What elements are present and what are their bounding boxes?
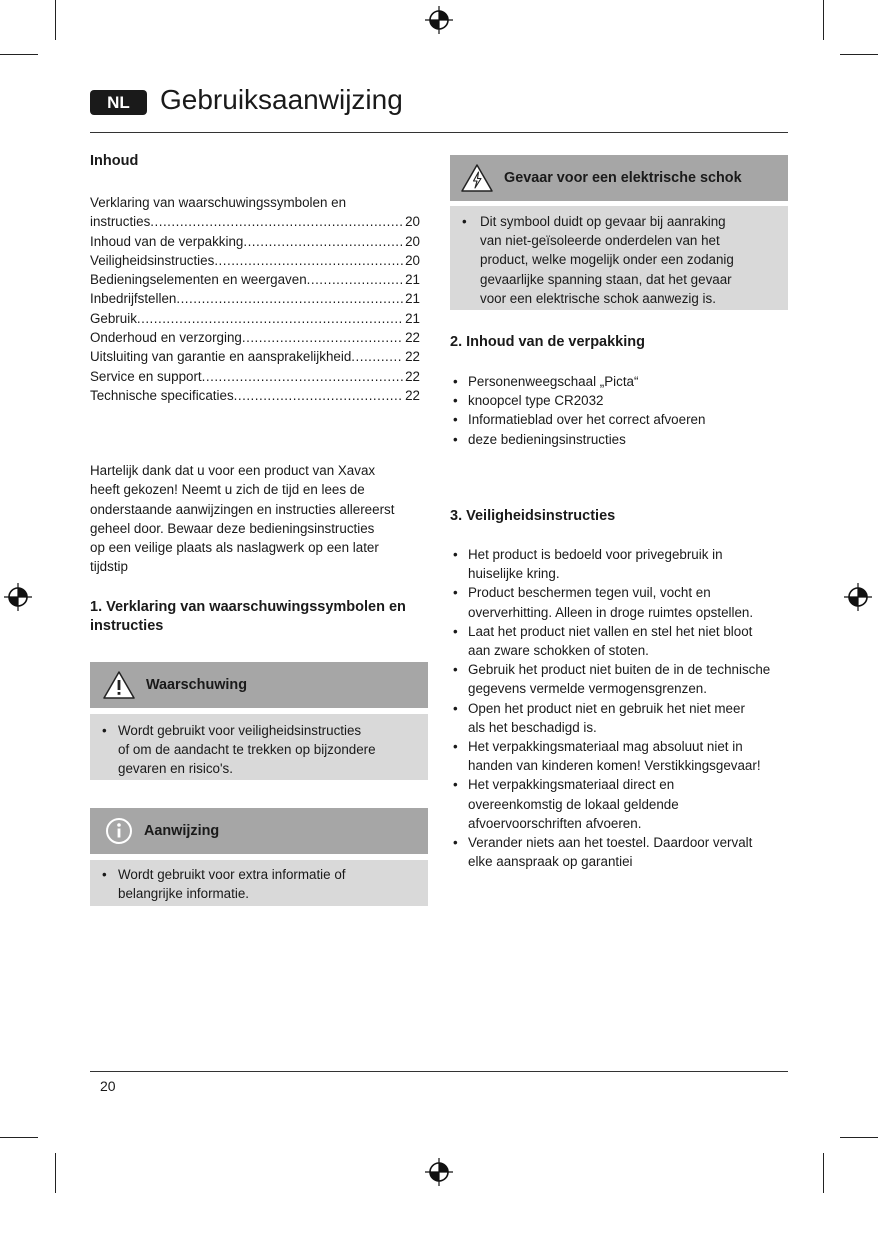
toc-entry-page: 22: [405, 387, 420, 403]
warning-triangle-icon: [102, 670, 136, 700]
toc-leader-dots: [242, 328, 403, 347]
list-item: [450, 737, 795, 775]
list-item: • deze bedieningsinstructies: [450, 430, 788, 449]
toc-entry-page: 20: [405, 214, 420, 230]
shock-label: Gevaar voor een elektrische schok: [504, 170, 742, 186]
intro-line: op een veilige plaats als naslagwerk op een later: [90, 540, 379, 556]
toc-entry-page: 20: [405, 233, 420, 249]
note-box-header: [90, 808, 428, 854]
toc-entry-page: 21: [405, 272, 420, 288]
list-item: • knoopcel type CR2032: [450, 391, 788, 410]
registration-mark-icon: [424, 1157, 454, 1187]
toc-entry-page: 21: [405, 310, 420, 326]
toc-entry-title: Technische specificaties: [90, 387, 234, 403]
crop-mark: [55, 0, 56, 40]
note-box-body: [90, 860, 428, 906]
shock-box-body: [450, 206, 788, 310]
list-item-line: overeenkomstig de lokaal geldende: [468, 796, 679, 812]
toc-leader-dots: [202, 367, 403, 386]
toc-entry-title: Bedieningselementen en weergaven: [90, 272, 307, 288]
warning-line: of om de aandacht te trekken op bijzondere: [118, 742, 376, 758]
warning-line: gevaren en risico's.: [118, 761, 233, 777]
toc-entry-title: Inhoud van de verpakking: [90, 233, 244, 249]
toc-leader-dots: [234, 386, 403, 405]
toc-entry-title: Service en support: [90, 368, 202, 384]
toc-entry: [90, 309, 420, 328]
registration-mark-icon: [424, 5, 454, 35]
list-item-line: aan zware schokken of stoten.: [468, 643, 649, 659]
shock-box-header: [450, 155, 788, 201]
toc-entry: [90, 347, 420, 366]
registration-mark-icon: [843, 582, 873, 612]
list-item: • Personenweegschaal „Picta“: [450, 372, 788, 391]
table-of-contents: [90, 193, 420, 405]
list-item-line: oververhitting. Alleen in droge ruimtes opstellen.: [468, 604, 754, 620]
toc-leader-dots: [214, 251, 403, 270]
warning-box-body: [90, 714, 428, 780]
toc-entry: [90, 289, 420, 308]
page-title: Gebruiksaanwijzing: [160, 84, 403, 115]
crop-mark: [840, 54, 878, 55]
toc-leader-dots: [176, 289, 403, 308]
footer-divider: [90, 1071, 788, 1072]
note-label: Aanwijzing: [144, 823, 220, 839]
list-item-line: • Laat het product niet vallen en stel het niet bloot: [468, 623, 753, 639]
toc-entry-title: Uitsluiting van garantie en aansprakelijkheid: [90, 349, 352, 365]
list-item-line: afvoervoorschriften afvoeren.: [468, 815, 642, 831]
electric-shock-icon: [460, 163, 494, 193]
toc-entry: [90, 251, 420, 270]
toc-entry-title: Veiligheidsinstructies: [90, 252, 215, 268]
toc-entry-page: 22: [405, 368, 420, 384]
list-item-line: huiselijke kring.: [468, 566, 560, 582]
toc-entry-title: Onderhoud en verzorging: [90, 330, 242, 346]
shock-description: [450, 212, 788, 308]
section1-heading-line: instructies: [90, 618, 164, 634]
toc-entry: [90, 232, 420, 251]
list-item-line: • Product beschermen tegen vuil, vocht en: [468, 585, 711, 601]
warning-description: [90, 721, 428, 779]
toc-leader-dots: [351, 347, 403, 366]
intro-line: heeft gekozen! Neemt u zich de tijd en lees de: [90, 482, 365, 498]
crop-mark: [823, 1153, 824, 1193]
list-item: [450, 583, 795, 621]
shock-line: voor een elektrische schok aanwezig is.: [480, 290, 716, 306]
intro-line: Hartelijk dank dat u voor een product van Xavax: [90, 463, 376, 478]
note-description: [90, 865, 428, 903]
list-item: [450, 622, 795, 660]
toc-leader-dots: [243, 232, 403, 251]
warning-label: Waarschuwing: [146, 677, 248, 693]
list-item-line: • Verander niets aan het toestel. Daardoor vervalt: [468, 835, 753, 851]
list-item: [450, 833, 795, 871]
section3-heading: 3. Veiligheidsinstructies: [450, 508, 616, 524]
toc-entry: [90, 386, 420, 405]
toc-entry-page: 21: [405, 291, 420, 307]
shock-line: van niet-geïsoleerde onderdelen van het: [480, 233, 720, 249]
list-item-line: als het beschadigd is.: [468, 719, 597, 735]
crop-mark: [55, 1153, 56, 1193]
warning-box-header: [90, 662, 428, 708]
shock-line: gevaarlijke spanning staan, dat het gevaar: [480, 271, 732, 287]
list-item-line: • Open het product niet en gebruik het niet meer: [468, 700, 745, 716]
toc-entry-title: instructies: [90, 214, 151, 230]
list-item-line: • Het verpakkingsmateriaal mag absoluut niet in: [468, 739, 743, 755]
toc-leader-dots: [150, 212, 403, 231]
list-item-line: • Gebruik het product niet buiten de in de technische: [468, 662, 771, 678]
toc-leader-dots: [137, 309, 403, 328]
toc-entry-page: 22: [405, 349, 420, 365]
section1-heading: [90, 598, 430, 636]
registration-mark-icon: [3, 582, 33, 612]
toc-entry-title: Gebruik: [90, 310, 137, 326]
list-item: [450, 775, 795, 833]
header-divider: [90, 132, 788, 133]
intro-line: tijdstip: [90, 559, 128, 575]
safety-instructions-list: [450, 545, 795, 871]
language-badge: NL: [90, 90, 147, 115]
list-item-line: • Het verpakkingsmateriaal direct en: [468, 777, 675, 793]
list-item: [450, 699, 795, 737]
toc-entry-page: 22: [405, 330, 420, 346]
page-number: 20: [100, 1078, 116, 1094]
toc-entry: [90, 212, 420, 231]
package-contents-list: [450, 372, 788, 449]
section2-heading: 2. Inhoud van de verpakking: [450, 334, 645, 350]
toc-entry: [90, 367, 420, 386]
toc-entry-page: 20: [405, 252, 420, 268]
warning-line: • Wordt gebruikt voor veiligheidsinstructies: [118, 723, 362, 738]
list-item-line: gegevens vermelde vermogensgrenzen.: [468, 681, 707, 697]
list-item: [450, 660, 795, 698]
intro-paragraph: [90, 461, 430, 577]
list-item-line: elke aanspraak op garantiei: [468, 854, 633, 870]
crop-mark: [0, 54, 38, 55]
toc-intro-line: Verklaring van waarschuwingssymbolen en: [90, 195, 347, 210]
list-item-line: • Het product is bedoeld voor privegebruik in: [468, 547, 723, 562]
toc-leader-dots: [307, 270, 403, 289]
list-item: • Informatieblad over het correct afvoeren: [450, 410, 788, 429]
crop-mark: [823, 0, 824, 40]
intro-line: geheel door. Bewaar deze bedieningsinstructies: [90, 520, 375, 536]
crop-mark: [840, 1137, 878, 1138]
toc-entry-title: Inbedrijfstellen: [90, 291, 177, 307]
note-line: belangrijke informatie.: [118, 886, 249, 902]
toc-entry: [90, 270, 420, 289]
shock-line: product, welke mogelijk onder een zodanig: [480, 252, 734, 268]
shock-line: • Dit symbool duidt op gevaar bij aanraking: [480, 214, 726, 229]
intro-line: onderstaande aanwijzingen en instructies allereerst: [90, 501, 395, 517]
info-icon: [104, 816, 134, 846]
toc-heading: Inhoud: [90, 153, 139, 169]
list-item-line: handen van kinderen komen! Verstikkingsgevaar!: [468, 758, 761, 774]
crop-mark: [0, 1137, 38, 1138]
list-item: [450, 545, 795, 583]
section1-heading-line: 1. Verklaring van waarschuwingssymbolen en: [90, 599, 406, 615]
note-line: • Wordt gebruikt voor extra informatie of: [118, 867, 346, 882]
toc-entry: [90, 328, 420, 347]
